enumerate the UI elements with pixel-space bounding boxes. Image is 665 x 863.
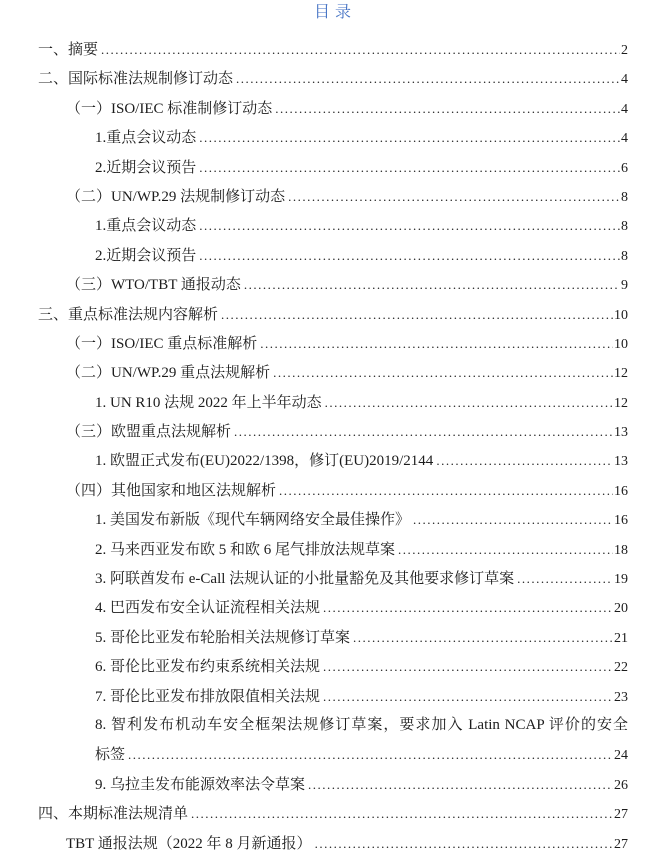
toc-page-number: 22 [614,660,628,676]
toc-entry-text: 2.近期会议预告 [95,247,197,264]
dotted-leader [191,804,613,824]
dotted-leader [413,510,613,530]
toc-entry [0,569,628,598]
toc-page-number: 4 [621,131,628,147]
toc-entry-text: 8. 智利发布机动车安全框架法规修订草案，要求加入 Latin NCAP 评价的安全 [95,716,628,733]
toc-entry [0,187,628,216]
dotted-leader [323,657,613,677]
toc-entry [0,216,628,245]
toc-entry-text: 1. 美国发布新版《现代车辆网络安全最佳操作》 [95,512,411,529]
toc-entry-text: 4. 巴西发布安全认证流程相关法规 [95,600,321,617]
toc-entry-text: 2.近期会议预告 [95,159,197,176]
toc-page-number: 10 [614,336,628,352]
dotted-leader [101,40,620,60]
toc-page-number: 18 [614,542,628,558]
toc-entry-text: 2. 马来西亚发布欧 5 和欧 6 尾气排放法规草案 [95,541,396,558]
toc-page-number: 8 [621,219,628,235]
toc-entry-text: TBT 通报法规（2022 年 8 月新通报） [66,835,312,852]
toc-entry [0,628,628,657]
toc-entry-text: 5. 哥伦比亚发布轮胎相关法规修订草案 [95,629,351,646]
toc-entry [0,40,628,69]
toc-entry [0,275,628,304]
toc-page-number: 19 [614,572,628,588]
dotted-leader [517,569,613,589]
toc-page-number: 21 [614,630,628,646]
toc-entry-continuation [0,745,628,774]
dotted-leader [128,745,613,765]
toc-entry-text: （二）UN/WP.29 法规制修订动态 [66,188,286,205]
dotted-leader [353,628,613,648]
toc-page-number: 12 [614,395,628,411]
toc-entry [0,422,628,451]
dotted-leader [398,540,613,560]
toc-entry-text: 7. 哥伦比亚发布排放限值相关法规 [95,688,321,705]
toc-entry-text: 1.重点会议动态 [95,130,197,147]
dotted-leader [199,158,620,178]
toc-entry [0,246,628,275]
toc-page-number: 6 [621,160,628,176]
toc-page-number: 26 [614,777,628,793]
toc-entry-text: 9. 乌拉圭发布能源效率法令草案 [95,776,306,793]
toc-entry [0,393,628,422]
toc-entry [0,69,628,98]
toc-page-number: 20 [614,601,628,617]
dotted-leader [234,422,613,442]
toc-entry [0,481,628,510]
toc-page-number: 10 [614,307,628,323]
toc-entry [0,775,628,804]
dotted-leader [279,481,613,501]
toc-entry-text: 1. 欧盟正式发布(EU)2022/1398，修订(EU)2019/2144 [95,453,434,470]
dotted-leader [288,187,620,207]
toc-page-number: 8 [621,248,628,264]
toc-entry [0,334,628,363]
page-title: 目录 [313,4,356,21]
toc-entry-text: （一）ISO/IEC 标准制修订动态 [66,100,273,117]
dotted-leader [199,246,620,266]
toc-entry [0,716,628,745]
toc-page-number: 13 [614,425,628,441]
toc-entry [0,305,628,334]
dotted-leader [325,393,613,413]
dotted-leader [308,775,613,795]
toc-entry [0,158,628,187]
toc-entry-text: 二、国际标准法规制修订动态 [38,71,234,88]
toc-list [0,40,665,863]
toc-entry [0,540,628,569]
dotted-leader [199,216,620,236]
toc-entry [0,451,628,480]
toc-entry [0,99,628,128]
toc-page-number: 23 [614,689,628,705]
toc-entry-text: （四）其他国家和地区法规解析 [66,482,277,499]
toc-entry [0,128,628,157]
toc-page-number: 8 [621,189,628,205]
toc-entry-text: 四、本期标准法规清单 [38,806,189,823]
toc-entry [0,598,628,627]
toc-page-number: 27 [614,836,628,852]
toc-entry-text: 3. 阿联酋发布 e-Call 法规认证的小批量豁免及其他要求修订草案 [95,571,515,588]
dotted-leader [323,598,613,618]
dotted-leader [236,69,620,89]
toc-entry [0,687,628,716]
toc-entry-text: 三、重点标准法规内容解析 [38,306,219,323]
toc-page-number: 12 [614,366,628,382]
toc-entry-text: 一、摘要 [38,42,99,58]
dotted-leader [436,451,613,471]
toc-page-number: 2 [621,43,628,58]
dotted-leader [323,687,613,707]
toc-entry-text: 6. 哥伦比亚发布约束系统相关法规 [95,659,321,676]
dotted-leader [221,305,613,325]
toc-entry-text: （二）UN/WP.29 重点法规解析 [66,365,271,382]
dotted-leader [273,363,613,383]
dotted-leader [260,334,613,354]
toc-page-number: 13 [614,454,628,470]
toc-page-number: 24 [614,748,628,764]
toc-entry-text: （一）ISO/IEC 重点标准解析 [66,335,258,352]
toc-page-number: 9 [621,278,628,294]
toc-entry-text: 标签 [95,747,126,764]
toc-entry-text: 1.重点会议动态 [95,218,197,235]
toc-page-number: 27 [614,807,628,823]
toc-page-number: 16 [614,513,628,529]
toc-page-number: 4 [621,72,628,88]
dotted-leader [244,275,620,295]
toc-entry [0,510,628,539]
toc-entry-text: 1. UN R10 法规 2022 年上半年动态 [95,394,322,411]
toc-entry-text: （三）欧盟重点法规解析 [66,424,232,441]
toc-entry [0,804,628,833]
toc-page-number: 4 [621,101,628,117]
toc-entry [0,657,628,686]
toc-page-number: 16 [614,483,628,499]
dotted-leader [315,834,613,854]
dotted-leader [275,99,620,119]
toc-entry-text: （三）WTO/TBT 通报动态 [66,277,241,294]
dotted-leader [199,128,620,148]
toc-entry [0,363,628,392]
